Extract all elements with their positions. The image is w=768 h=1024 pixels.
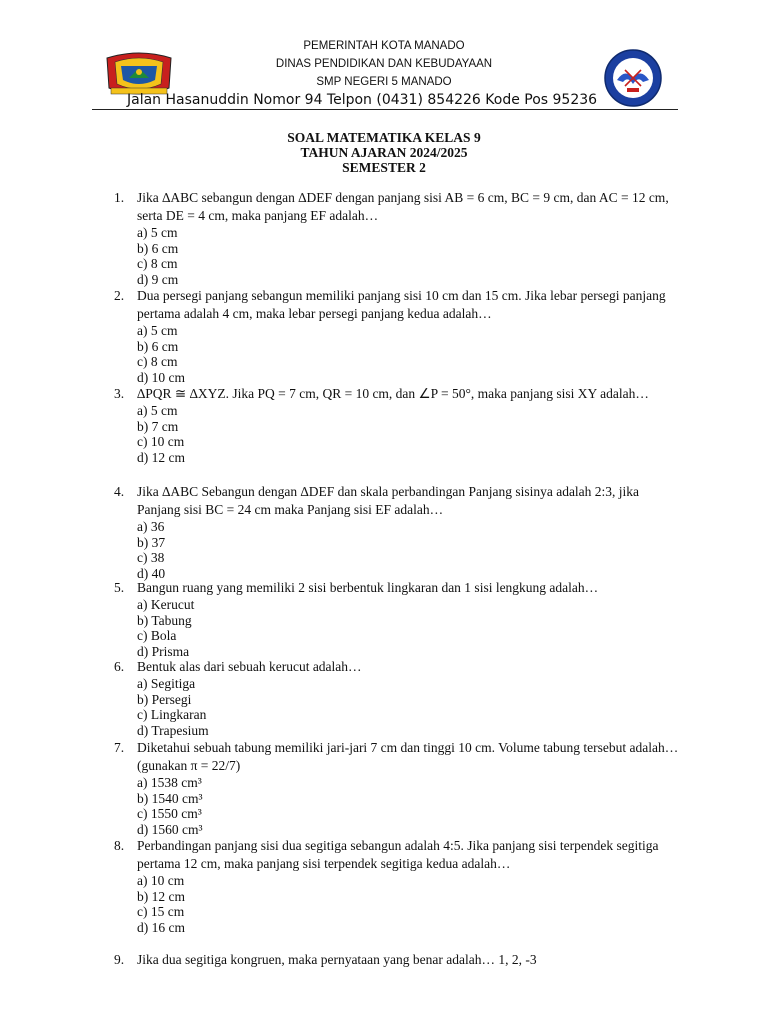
letterhead-divider <box>92 109 678 110</box>
question-text: Jika ∆ABC sebangun dengan ∆DEF dengan panjang sisi AB = 6 cm, BC = 9 cm, dan AC = 12 cm, serta DE = 4 cm, maka panjang EF adalah… <box>137 190 669 223</box>
option-a: a) 36 <box>137 519 165 534</box>
option-d: d) 12 cm <box>137 449 185 465</box>
exam-title: SOAL MATEMATIKA KELAS 9 <box>287 130 481 145</box>
government-name: PEMERINTAH KOTA MANADO <box>303 40 465 52</box>
option-a: a) Kerucut <box>137 597 195 612</box>
option-c: c) Bola <box>137 628 177 643</box>
option-d: d) 9 cm <box>137 271 179 287</box>
question-text: Bentuk alas dari sebuah kerucut adalah… <box>137 659 362 674</box>
question-text: Diketahui sebuah tabung memiliki jari-jari 7 cm dan tinggi 10 cm. Volume tabung tersebut adalah… (gunakan π = 22/7) <box>137 740 679 773</box>
question-4 <box>114 483 684 581</box>
semester: SEMESTER 2 <box>342 160 426 175</box>
option-b: b) Tabung <box>137 612 192 628</box>
option-d: d) 40 <box>137 565 166 581</box>
academic-year: TAHUN AJARAN 2024/2025 <box>300 145 468 160</box>
question-text: Jika dua segitiga kongruen, maka pernyataan yang benar adalah… 1, 2, -3 <box>137 952 537 967</box>
question-number: 3. <box>114 386 125 401</box>
option-b: b) 7 cm <box>137 418 179 434</box>
option-c: c) 8 cm <box>137 256 178 271</box>
question-5 <box>114 579 684 659</box>
option-d: d) Prisma <box>137 643 190 659</box>
question-number: 9. <box>114 952 125 967</box>
option-b: b) 6 cm <box>137 240 179 256</box>
option-a: a) 1538 cm³ <box>137 775 202 790</box>
school-address: Jalan Hasanuddin Nomor 94 Telpon (0431) 854226 Kode Pos 95236 <box>127 92 598 108</box>
option-d: d) 1560 cm³ <box>137 821 203 837</box>
option-c: c) 1550 cm³ <box>137 806 202 821</box>
question-number: 7. <box>114 740 125 755</box>
option-b: b) 12 cm <box>137 888 185 904</box>
option-a: a) Segitiga <box>137 676 196 691</box>
option-b: b) 1540 cm³ <box>137 790 203 806</box>
question-number: 2. <box>114 288 125 303</box>
question-number: 1. <box>114 190 125 205</box>
question-number: 4. <box>114 484 125 499</box>
option-c: c) Lingkaran <box>137 707 207 722</box>
letterhead <box>0 0 768 112</box>
question-number: 5. <box>114 580 125 595</box>
option-d: d) Trapesium <box>137 722 209 738</box>
question-1 <box>114 189 684 287</box>
question-text: Bangun ruang yang memiliki 2 sisi berbentuk lingkaran dan 1 sisi lengkung adalah… <box>137 580 599 595</box>
question-9 <box>114 951 684 969</box>
option-d: d) 16 cm <box>137 919 185 935</box>
option-a: a) 5 cm <box>137 323 178 338</box>
school-logo-icon <box>603 48 663 108</box>
question-text: Jika ∆ABC Sebangun dengan ∆DEF dan skala perbandingan Panjang sisinya adalah 2:3, jika Panjang sisi BC = 24 cm maka Panjang sisi EF adalah… <box>137 484 640 517</box>
question-8 <box>114 837 684 935</box>
question-2 <box>114 287 684 385</box>
question-3 <box>114 385 684 465</box>
option-b: b) Persegi <box>137 691 192 707</box>
question-number: 6. <box>114 659 125 674</box>
school-name: SMP NEGERI 5 MANADO <box>316 76 452 88</box>
option-c: c) 8 cm <box>137 354 178 369</box>
option-a: a) 10 cm <box>137 873 185 888</box>
option-d: d) 10 cm <box>137 369 185 385</box>
option-b: b) 6 cm <box>137 338 179 354</box>
option-b: b) 37 <box>137 534 166 550</box>
question-6 <box>114 658 684 738</box>
department-name: DINAS PENDIDIKAN DAN KEBUDAYAAN <box>275 58 493 70</box>
question-7 <box>114 739 684 837</box>
question-text: Perbandingan panjang sisi dua segitiga sebangun adalah 4:5. Jika panjang sisi terpendek segitiga pertama 12 cm, maka panjang sisi terpendek segitiga kedua adalah… <box>137 838 659 871</box>
option-c: c) 10 cm <box>137 434 185 449</box>
option-c: c) 15 cm <box>137 904 185 919</box>
option-c: c) 38 <box>137 550 165 565</box>
question-number: 8. <box>114 838 125 853</box>
question-text: ∆PQR ≅ ∆XYZ. Jika PQ = 7 cm, QR = 10 cm, dan ∠P = 50°, maka panjang sisi XY adalah… <box>137 386 649 401</box>
option-a: a) 5 cm <box>137 225 178 240</box>
question-text: Dua persegi panjang sebangun memiliki panjang sisi 10 cm dan 15 cm. Jika lebar persegi panjang pertama adalah 4 cm, maka lebar persegi panjang kedua adalah… <box>137 288 666 321</box>
option-a: a) 5 cm <box>137 403 178 418</box>
